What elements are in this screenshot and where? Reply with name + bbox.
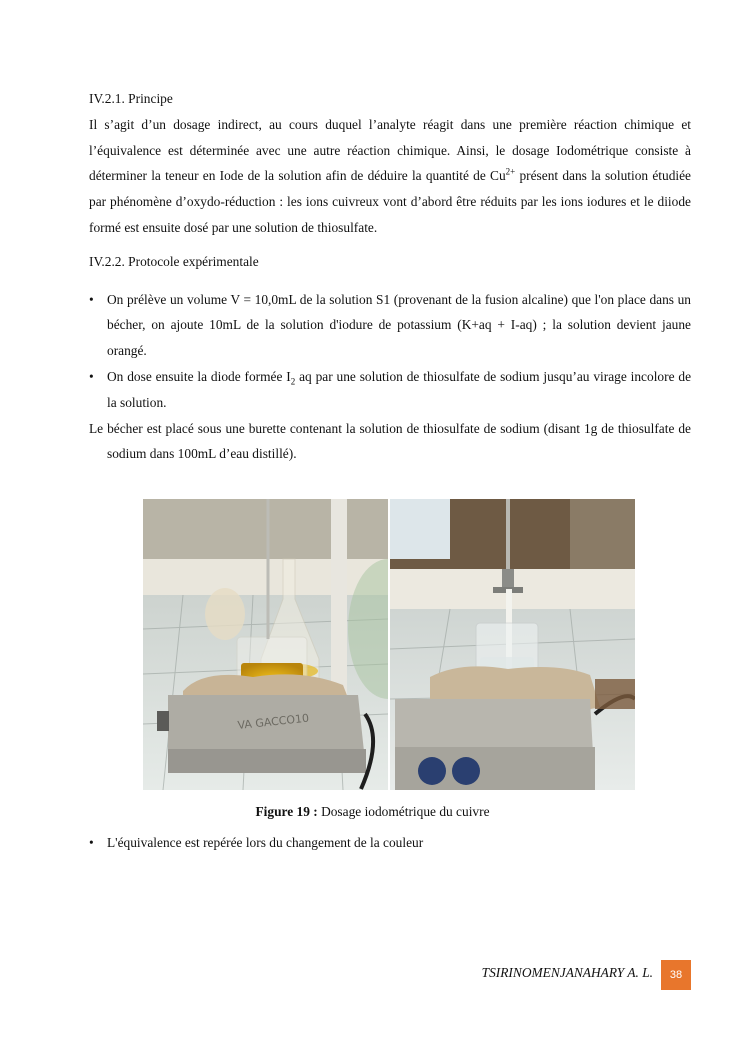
bullet-icon: •: [89, 835, 94, 850]
plate-label-text: VA GACCO10: [236, 711, 310, 732]
superscript-charge: 2+: [505, 166, 516, 177]
principe-paragraph: Il s’agit d’un dosage indirect, au cours duquel l’analyte réagit dans une première réaction chimique et l’équivalence est déterminée avec une autre réaction chimique. Ainsi, le dosage Iodométrique consiste à déterminer la teneur en Iode de la solution afin de déduire la quantité de $Cu^{2+}$ présent dans la solution étudiée par phénomène d’oxydo-réduction : les ions cuivreux vont d’abord être réduits par les ions iodures et le diiode formé est ensuite dosé par une solution de thiosulfate.: [89, 116, 691, 235]
bullet-icon: •: [89, 291, 94, 307]
list-item: • On dose ensuite la diode formée $I_2$ aq par une solution de thiosulfate de sodium jusqu’au virage incolore de la solution.: [89, 364, 691, 416]
footer-author: TSIRINOMENJANAHARY A. L.: [481, 965, 653, 980]
burette-paragraph: Le bécher est placé sous une burette contenant la solution de thiosulfate de sodium (disant 1g de thiosulfate de sodium dans 100mL d’eau distillé).: [89, 420, 691, 462]
bullet-icon: •: [89, 368, 94, 384]
page-number-badge: 38: [661, 960, 691, 990]
section-heading-principe: IV.2.1. Principe: [89, 91, 173, 106]
list-item: • On prélève un volume V = 10,0mL de la solution S1 (provenant de la fusion alcaline) que l'on place dans un bécher, on ajoute 10mL de la solution d'iodure de potassium (K+aq + I-aq) ; la solution devient jaune orangé.: [89, 287, 691, 364]
figure-caption: Figure 19 : Dosage iodométrique du cuivre: [255, 804, 490, 819]
subscript-index: 2: [290, 376, 296, 387]
list-item: • L'équivalence est repérée lors du changement de la couleur: [89, 832, 691, 854]
figure-photos: [143, 499, 635, 790]
section-heading-protocole: IV.2.2. Protocole expérimentale: [89, 253, 259, 269]
photo-yellow-solution: [143, 499, 388, 790]
protocol-bullet-list: [89, 287, 691, 416]
photo-colorless-solution: [390, 499, 635, 790]
figure-label: Figure 19 :: [255, 804, 318, 819]
after-figure-bullet: [89, 832, 691, 854]
document-body: [89, 86, 691, 467]
